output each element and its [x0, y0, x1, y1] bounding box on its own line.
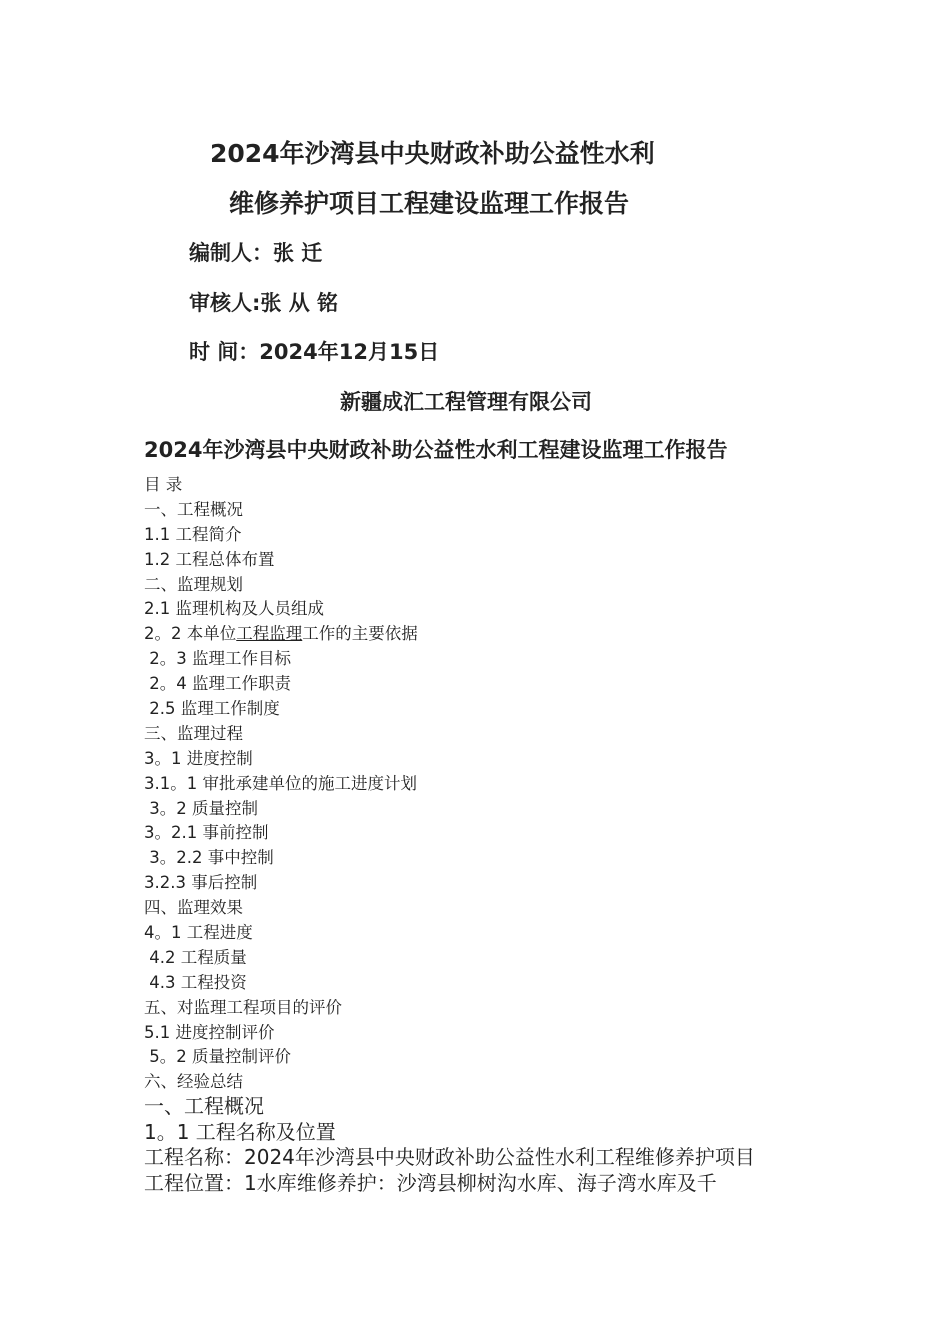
- toc-item: 3。2.2 事中控制: [144, 848, 274, 868]
- toc-item-link: 工程监理: [236, 624, 303, 644]
- toc-item: 3.2.3 事后控制: [144, 873, 258, 893]
- cover-title-line-2: 维修养护项目工程建设监理工作报告: [229, 189, 630, 218]
- date-line: 时 间：2024年12月15日: [189, 340, 440, 364]
- toc-item: 2。3 监理工作目标: [144, 649, 291, 669]
- toc-item: 4.2 工程质量: [144, 947, 247, 967]
- table-of-contents: [144, 473, 844, 1095]
- toc-item: 二、监理规划: [144, 574, 243, 594]
- toc-item: 3。2.1 事前控制: [144, 823, 269, 843]
- toc-item: 4。1 工程进度: [144, 923, 253, 943]
- toc-item-part: 工作的主要依据: [302, 624, 418, 644]
- toc-item: 六、经验总结: [144, 1072, 243, 1092]
- toc-item: 3.1。1 审批承建单位的施工进度计划: [144, 773, 417, 793]
- toc-item: 2。4 监理工作职责: [144, 674, 291, 694]
- toc-item: 三、监理过程: [144, 723, 243, 743]
- toc-item: 一、工程概况: [144, 499, 243, 519]
- toc-item: 5。2 质量控制评价: [144, 1047, 291, 1067]
- report-title: 2024年沙湾县中央财政补助公益性水利工程建设监理工作报告: [144, 438, 728, 462]
- toc-item: 3。2 质量控制: [144, 798, 258, 818]
- reviewer-line: 审核人:张 从 铭: [189, 291, 339, 315]
- toc-item: [144, 622, 844, 647]
- toc-item: 2.1 监理机构及人员组成: [144, 599, 324, 619]
- toc-item: 四、监理效果: [144, 898, 243, 918]
- toc-item: 3。1 进度控制: [144, 748, 253, 768]
- toc-item: 5.1 进度控制评价: [144, 1022, 275, 1042]
- toc-item: 4.3 工程投资: [144, 972, 247, 992]
- body-section: [144, 1094, 814, 1196]
- company-name: 新疆成汇工程管理有限公司: [340, 390, 592, 414]
- toc-item: 2.5 监理工作制度: [144, 699, 280, 719]
- toc-heading: 目 录: [144, 475, 183, 494]
- project-location-paragraph: 工程位置：1水库维修养护：沙湾县柳树沟水库、海子湾水库及千: [144, 1170, 717, 1195]
- toc-item: 五、对监理工程项目的评价: [144, 997, 342, 1017]
- toc-item-part: 2。2 本单位: [144, 624, 237, 644]
- subsection-heading: 1。1 工程名称及位置: [144, 1119, 336, 1144]
- toc-item: 1.1 工程简介: [144, 524, 242, 544]
- project-name-paragraph: 工程名称：2024年沙湾县中央财政补助公益性水利工程维修养护项目: [144, 1145, 755, 1169]
- toc-item: 1.2 工程总体布置: [144, 549, 275, 569]
- editor-line: 编制人：张 迁: [189, 241, 323, 265]
- section-heading: 一、工程概况: [144, 1094, 264, 1118]
- cover-title-line-1: 2024年沙湾县中央财政补助公益性水利: [210, 139, 655, 168]
